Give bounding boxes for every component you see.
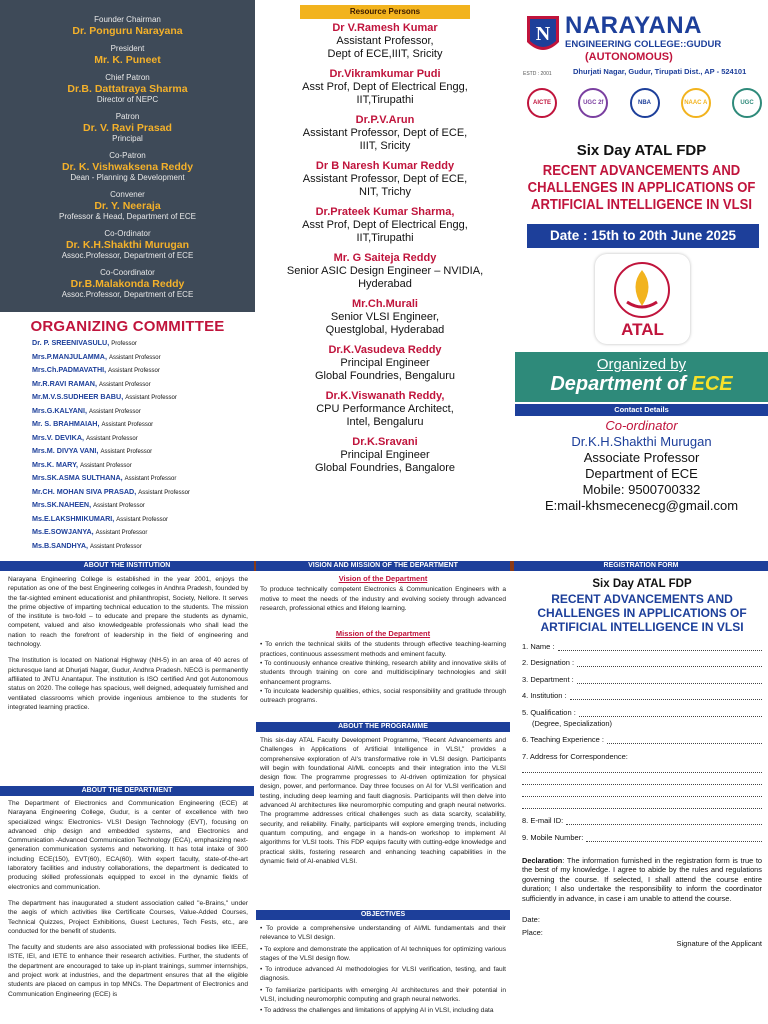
patrons-panel [0, 0, 255, 312]
resource-title: Resource Persons [300, 5, 470, 19]
objective-item: • To familiarize participants with emerging AI architectures and their potential in VLSI, including neuromorphic computing and graph neural networks. [260, 986, 506, 1004]
reg-title-line1: RECENT ADVANCEMENTS AND [551, 592, 733, 606]
contact-mobile: Mobile: 9500700332 [582, 482, 701, 497]
date-field[interactable]: Date: [522, 915, 540, 925]
address-line-4[interactable] [522, 797, 762, 809]
patron-name: Dr. V. Ravi Prasad [83, 122, 172, 134]
committee-member [32, 405, 255, 419]
about-institution-p1: Narayana Engineering College is established in the year 2001, enjoys the reputation as one of the best Engineering colleges in Andhra Pradesh, founded by the far-sighted eminent educationist and philanthropist, Society, Nellore. It serves the prime objective of imparting technical education to the students. The mission of the institute is two-fold – to educate and prepare the students as dynamic, competent, valued and also knowledgeable professionals who shall lead the nation to reach the forefront of leadership in the field of engineering and technology. [8, 576, 248, 649]
committee-member [32, 513, 255, 527]
college-autonomous: (AUTONOMOUS) [585, 51, 673, 63]
resource-name: Dr.Prateek Kumar Sharma, [315, 206, 455, 218]
committee-member [32, 378, 255, 392]
patron-block [0, 151, 255, 183]
patron-designation: Assoc.Professor, Department of ECE [61, 290, 194, 299]
signature-label: Signature of the Applicant [676, 939, 762, 949]
reg-field[interactable]: 2. Designation : [522, 658, 762, 667]
college-name: NARAYANA [565, 12, 702, 39]
patron-role: Chief Patron [105, 73, 150, 82]
member-designation: Assistant Professor [95, 530, 148, 536]
contact-details [515, 418, 768, 514]
resource-line1: CPU Performance Architect, [316, 403, 454, 415]
committee-member [32, 459, 255, 473]
resource-line1: Principal Engineer [340, 449, 430, 461]
resource-person [255, 206, 515, 245]
organizing-committee [0, 312, 255, 550]
about-department-title: ABOUT THE DEPARTMENT [0, 786, 254, 796]
reg-field[interactable]: 3. Department : [522, 675, 762, 684]
resource-person [255, 252, 515, 291]
member-name: Ms.E.LAKSHMIKUMARI, [32, 513, 115, 523]
resource-line2: IIT,Tirupathi [356, 232, 414, 244]
member-designation: Assistant Professor [124, 476, 177, 482]
field-teaching-experience[interactable]: 6. Teaching Experience : [522, 735, 762, 744]
committee-member [32, 499, 255, 513]
patron-block [0, 15, 255, 37]
objectives-title: OBJECTIVES [256, 910, 510, 920]
resource-line1: Principal Engineer [340, 357, 430, 369]
member-designation: Assistant Professor [89, 408, 141, 415]
member-designation: Assistant Professor [90, 543, 142, 550]
registration-form [522, 572, 762, 948]
accreditation-badges [527, 88, 762, 132]
member-name: Mr.CH. MOHAN SIVA PRASAD, [32, 486, 137, 496]
reg-fdp-label: Six Day ATAL FDP [592, 578, 692, 590]
member-name: Mr.R.RAVI RAMAN, [32, 378, 97, 388]
patron-block [0, 190, 255, 222]
patron-list [0, 15, 255, 300]
registration-title: REGISTRATION FORM [514, 561, 768, 571]
member-designation: Assistant Professor [116, 516, 168, 523]
resource-line2: Global Foundries, Bengaluru [314, 370, 456, 382]
committee-list [32, 337, 255, 553]
patron-role: Convener [110, 190, 145, 199]
member-designation: Assistant Professor [138, 489, 190, 496]
resource-person [255, 390, 515, 429]
committee-member [32, 486, 255, 500]
resource-person [255, 160, 515, 199]
resource-name: Mr. G Saiteja Reddy [333, 252, 437, 264]
member-name: Mrs.P.MANJULAMMA, [32, 351, 107, 361]
resource-line1: Asst Prof, Dept of Electrical Engg, [302, 81, 468, 93]
resource-line1: Assistant Professor, Dept of ECE, [302, 127, 468, 139]
reg-field[interactable]: 4. Institution : [522, 691, 762, 700]
college-subtitle: ENGINEERING COLLEGE::GUDUR [565, 39, 722, 50]
address-line-3[interactable] [522, 785, 762, 797]
vision-heading: Vision of the Department [338, 574, 428, 583]
committee-member [32, 445, 255, 459]
event-title-line2: CHALLENGES IN APPLICATIONS OF [527, 180, 756, 196]
patron-name: Dr.B. Dattatraya Sharma [67, 83, 188, 95]
member-designation: Assistant Professor [86, 435, 138, 442]
vision-text: To produce technically competent Electronics & Communication Engineers with a motive to meet the needs of the industry and evolving society through advanced research, professional ethics and lifelong learning. [260, 586, 506, 612]
committee-member [32, 418, 255, 432]
organized-by [515, 352, 768, 402]
committee-member [32, 337, 255, 351]
resource-line1: Senior VLSI Engineer, [330, 311, 440, 323]
field-email[interactable]: 8. E-mail ID: [522, 816, 762, 825]
patron-block [0, 44, 255, 66]
contact-department: Department of ECE [585, 466, 698, 481]
patron-name: Dr. Ponguru Narayana [72, 25, 183, 37]
member-designation: Assistant Professor [98, 381, 151, 388]
resource-person [255, 436, 515, 475]
contact-title: Contact Details [515, 404, 768, 416]
objectives-list [260, 924, 506, 1024]
resource-person [255, 22, 515, 61]
patron-name: Dr. K.H.Shakthi Murugan [65, 239, 190, 251]
member-name: Mrs.G.KALYANI, [32, 405, 87, 415]
patron-block [0, 229, 255, 261]
resource-line2: Dept of ECE,IIIT, Sricity [327, 48, 443, 60]
member-designation: Assistant Professor [80, 462, 132, 469]
svg-text:N: N [535, 23, 551, 45]
resource-person [255, 68, 515, 107]
reg-title-line3: ARTIFICIAL INTELLIGENCE IN VLSI [540, 620, 744, 634]
patron-block [0, 112, 255, 144]
member-name: Mrs.SK.NAHEEN, [32, 500, 92, 509]
event-title-line1: RECENT ADVANCEMENTS AND [542, 163, 741, 179]
mission-list [260, 640, 506, 705]
resource-line1: Assistant Professor, [336, 35, 434, 47]
field-address-label: 7. Address for Correspondence: [522, 751, 628, 761]
contact-role: Co-ordinator [605, 418, 678, 433]
resource-name: Dr.Vikramkumar Pudi [329, 68, 441, 80]
resource-line1: Senior ASIC Design Engineer – NVIDIA, [286, 265, 484, 277]
patron-role: Founder Chairman [94, 15, 161, 24]
accreditation-badge-icon: NBA [630, 88, 660, 118]
member-designation: Assistant Professor [108, 368, 160, 374]
college-address: Dhurjati Nagar, Gudur, Tirupati Dist., AP - 524101 [573, 67, 747, 76]
accreditation-badge-icon: NAAC A [681, 88, 711, 118]
resource-name: Dr.P.V.Arun [355, 114, 415, 126]
resource-line2: IIT,Tirupathi [356, 94, 414, 106]
field-mobile[interactable]: 9. Mobile Number: [522, 833, 762, 842]
about-institution [8, 575, 248, 719]
address-line-2[interactable] [522, 773, 762, 785]
event-title-line3: ARTIFICIAL INTELLIGENCE IN VLSI [531, 197, 752, 213]
contact-name: Dr.K.H.Shakthi Murugan [571, 434, 712, 449]
member-designation: Assistant Professor [101, 422, 154, 428]
committee-member [32, 540, 255, 554]
patron-block [0, 73, 255, 105]
resource-name: Dr.K.Sravani [352, 436, 418, 448]
mission-item: • To inculcate leadership qualities, ethics, social responsibility and gratitude through outreach programs. [260, 687, 506, 705]
member-name: Mr. S. BRAHMAIAH, [32, 419, 100, 428]
accreditation-badge-icon: UGC 2f [578, 88, 608, 118]
resource-line2: IIIT, Sricity [359, 140, 411, 152]
objective-item: • To provide a comprehensive understanding of AI/ML fundamentals and their relevance to VLSI design. [260, 925, 506, 942]
mission-item: • To enrich the technical skills of the students through effective teaching-learning practices, continuous assessment methods and eminent faculty. [260, 641, 506, 658]
resource-line2: Global Foundries, Bangalore [314, 462, 456, 474]
mission-heading: Mission of the Department [335, 629, 431, 639]
about-institution-title: ABOUT THE INSTITUTION [0, 561, 254, 571]
contact-designation: Associate Professor [583, 450, 700, 465]
vision-mission [260, 572, 506, 706]
resource-name: Dr.K.Vasudeva Reddy [328, 344, 442, 356]
programme-text: This six-day ATAL Faculty Development Programme, "Recent Advancements and Challenges in Applications of Artificial Intelligence in VLSI," provides a comprehensive exploration of AI's transformative role in VLSI design. Participants will begin with foundational AI/ML concepts and their integration into the VLSI design flow. The programme progresses to AI-driven optimization for physical design, power, and performance. Day three focuses on AI for VLSI verification and testing, including deep learning and fault diagnosis. Participants will then delve into advanced AI architectures like neuromorphic computing and graph neural networks. The programme addresses critical challenges such as data scarcity, scalability, security, and reliability. Finally, participants will explore emerging trends, including quantum computing, and engage in a hands-on workshop to implement AI algorithms for VLSI tools. This FDP equips faculty with cutting-edge knowledge and practical skills, fostering research and enhancing teaching capabilities in the dynamic field of AI-enabled VLSI. [260, 737, 506, 865]
about-institution-p2: The Institution is located on National Highway (NH-5) in an area of 40 acres of picturesque land at Dhurjati Nagar, Gudur, Andhra Pradesh. NECG is permanently affiliated to JNTU Anantapur. The institution is ISO certified And got Autonomous status on 2020. The college has spacious, well deigned, adequately furnished and ventilated classrooms which provide ingenious ambience to the students for integrated learning practice. [8, 657, 248, 711]
atal-logo [595, 254, 690, 344]
member-designation: Assistant Professor [125, 395, 177, 401]
resource-list [255, 22, 515, 475]
atal-label: ATAL [621, 320, 664, 339]
contact-email: E:mail-khsmecenecg@gmail.com [544, 498, 739, 513]
member-name: Mrs.SK.ASMA SULTHANA, [32, 473, 123, 482]
reg-field[interactable]: 5. Qualification : [522, 708, 762, 717]
committee-member [32, 472, 255, 486]
patron-designation: Dean - Planning & Development [70, 173, 185, 182]
about-department-p1: The Department of Electronics and Communication Engineering (ECE) at Narayana Engineering College, Gudur, is a center of excellence with two specialized wings: Electronics- VLSI Design Technology (EVT), focusing on advanced chip design and embedded systems, and Electronics and Communication -Advanced Communication Technology (ECA), emphasizing next-generation communication systems and networking. It has total intake of 300 including ECE(150), EVT(60), ECA(60). With expert faculty, state-of-the-art laboratory facilities and industry collaborations, the department is dedicated to producing skilled professionals equipped to excel in the dynamic fields of electronics and communication. [8, 800, 248, 891]
vision-mission-title: VISION AND MISSION OF THE DEPARTMENT [256, 561, 510, 571]
resource-persons [255, 0, 515, 540]
member-designation: Assistant Professor [108, 354, 161, 361]
resource-line2: Questglobal, Hyderabad [325, 324, 445, 336]
accreditation-badge-icon: AICTE [527, 88, 557, 118]
member-name: Mrs.Ch.PADMAVATHI, [32, 365, 107, 374]
committee-member [32, 391, 255, 405]
event-title [528, 163, 756, 214]
member-name: Mr.M.V.S.SUDHEER BABU, [32, 392, 124, 401]
patron-role: Co-Coordinator [100, 268, 155, 277]
about-department-p2: The department has inaugurated a student association called "e-Brains," under the aegis of which activities like Certificate Courses, Value-Added Courses, Technical Quizzes, Project Exhibitions, Guest Lectures, Tech Fests, etc., are conducted for the benefit of students. [8, 899, 248, 935]
declaration: Declaration: The information furnished in the registration form is true to the best of my knowledge. I agree to abide by the rules and regulations governing the course. If selected, I shall attend the course entire duration; I also undertake the responsibility to inform the coordinator sufficiently in advance, in case i am unable to attend the course. [522, 855, 762, 903]
reg-event-title [522, 592, 762, 634]
member-name: Mrs.K. MARY, [32, 459, 79, 469]
estd-label: ESTD : 2001 [523, 71, 552, 77]
resource-name: Dr V.Ramesh Kumar [332, 22, 438, 34]
patron-block [0, 268, 255, 300]
mission-item: • To continuously enhance creative thinking, research ability and innovative skills of students through training on core and multidisciplinary technologies and skill enhancement programs. [260, 660, 506, 686]
resource-person [255, 298, 515, 337]
resource-line1: Asst Prof, Dept of Electrical Engg, [302, 219, 468, 231]
committee-title: ORGANIZING COMMITTEE [30, 318, 225, 335]
resource-line2: NIT, Trichy [359, 186, 411, 198]
resource-line2: Intel, Bengaluru [346, 416, 424, 428]
patron-name: Dr. K. Vishwaksena Reddy [61, 161, 194, 173]
reg-fields [522, 642, 762, 717]
event-date: Date : 15th to 20th June 2025 [527, 224, 759, 248]
resource-line2: Hyderabad [358, 278, 412, 290]
reg-field[interactable]: 1. Name : [522, 642, 762, 651]
objective-item: • To address the challenges and limitations of applying AI in VLSI, including data [260, 1007, 494, 1015]
patron-name: Dr. Y. Neeraja [94, 200, 161, 212]
patron-designation: Assoc.Professor, Department of ECE [61, 251, 194, 260]
patron-role: President [110, 44, 145, 53]
department-label: Department of ECE [550, 373, 733, 395]
patron-role: Patron [115, 112, 140, 121]
fdp-label: Six Day ATAL FDP [576, 142, 707, 159]
patron-role: Co-Ordinator [104, 229, 151, 238]
member-name: Dr. P. SREENIVASULU, [32, 338, 110, 347]
member-designation: Assistant Professor [100, 449, 153, 455]
about-department-p3: The faculty and students are also associated with professional bodies like IEEE, ISTE, IEI, and IETE to enhance their research activities. Further, the students of the department are encouraged to take up in-plant trainings, summer internships, and project work at industries, and the department ensures that all the eligible students are placed on campus in top MNCs. The Department of Electronics and Communication Engineering (ECE) is [8, 944, 248, 998]
organized-by-label: Organized by [596, 356, 687, 373]
patron-name: Dr.B.Malakonda Reddy [70, 278, 185, 290]
member-name: Ms.E.SOWJANYA, [32, 527, 94, 536]
patron-name: Mr. K. Puneet [94, 54, 161, 66]
programme-title: ABOUT THE PROGRAMME [256, 722, 510, 732]
objective-item: • To explore and demonstrate the application of AI techniques for optimizing various stages of the VLSI design flow. [260, 945, 506, 962]
reg-title-line2: CHALLENGES IN APPLICATIONS OF [537, 606, 747, 620]
patron-role: Co-Patron [109, 151, 146, 160]
resource-line1: Assistant Professor, Dept of ECE, [302, 173, 468, 185]
college-logo-icon [525, 14, 561, 58]
committee-member [32, 432, 255, 446]
member-name: Mrs.M. DIVYA VANI, [32, 446, 99, 455]
patron-designation: Director of NEPC [96, 95, 159, 104]
about-department [8, 799, 248, 1024]
resource-name: Mr.Ch.Murali [351, 298, 418, 310]
place-field[interactable]: Place: [522, 928, 543, 938]
resource-name: Dr.K.Viswanath Reddy, [325, 390, 445, 402]
patron-designation: Professor & Head, Department of ECE [59, 212, 196, 221]
committee-member [32, 364, 255, 378]
committee-member [32, 351, 255, 365]
member-name: Mrs.V. DEVIKA, [32, 432, 85, 442]
qualification-note: (Degree, Specialization) [532, 718, 613, 728]
patron-designation: Principal [112, 134, 143, 143]
member-name: Ms.B.SANDHYA, [32, 540, 89, 550]
resource-name: Dr B Naresh Kumar Reddy [315, 160, 455, 172]
committee-member [32, 526, 255, 540]
objective-item: • To introduce advanced AI methodologies for VLSI verification, testing, and fault diagnosis. [260, 966, 506, 983]
member-designation: Professor [111, 341, 137, 347]
member-designation: Assistant Professor [93, 503, 145, 509]
event-panel [515, 0, 768, 540]
resource-person [255, 344, 515, 383]
address-line-1[interactable] [522, 761, 762, 773]
resource-person [255, 114, 515, 153]
accreditation-badge-icon: UGC [732, 88, 762, 118]
